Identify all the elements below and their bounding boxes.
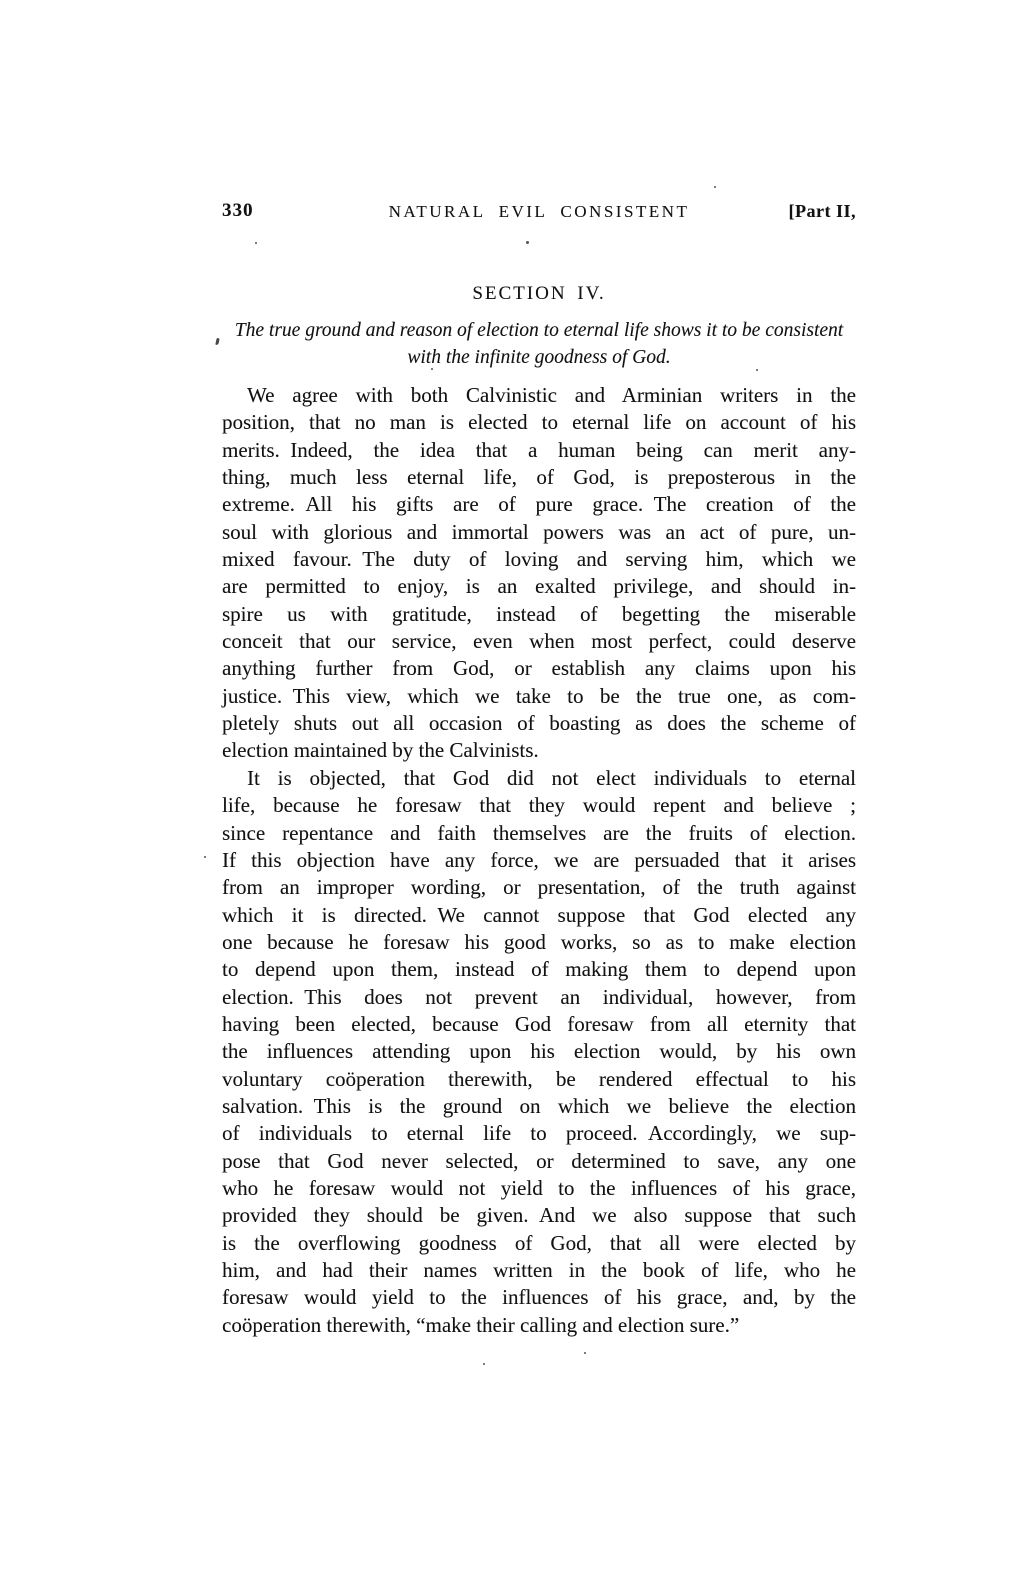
text-line: conceit that our service, even when most perfect, could deserve — [222, 629, 856, 654]
text-line: who he foresaw would not yield to the influences of his grace, — [222, 1175, 856, 1200]
scan-artifact-dot — [756, 369, 758, 371]
text-line: life, because he foresaw that they would repent and believe ; — [222, 793, 856, 818]
text-line: It is objected, that God did not elect individuals to eternal — [247, 765, 856, 790]
text-line: If this objection have any force, we are persuaded that it arises — [222, 847, 856, 872]
section-subtitle — [210, 317, 868, 371]
page-header — [222, 199, 856, 225]
text-line: thing, much less eternal life, of God, is preposterous in the — [222, 465, 856, 490]
scan-artifact-dot — [255, 242, 257, 244]
text-line: pletely shuts out all occasion of boasting as does the scheme of — [222, 711, 856, 736]
text-line: voluntary coöperation therewith, be rendered effectual to his — [222, 1066, 856, 1091]
text-line: spire us with gratitude, instead of begetting the miserable — [222, 601, 856, 626]
text-line: mixed favour. The duty of loving and serving him, which we — [222, 547, 856, 572]
text-line: coöperation therewith, “make their calling and election sure.” — [222, 1312, 740, 1337]
subtitle-line: with the infinite goodness of God. — [407, 347, 671, 368]
text-line: are permitted to enjoy, is an exalted privilege, and should in- — [222, 574, 856, 599]
section-heading: SECTION IV. — [472, 283, 606, 304]
paragraph — [222, 765, 856, 1339]
page-number: 330 — [222, 200, 254, 221]
subtitle-line: The true ground and reason of election to eternal life shows it to be consistent — [234, 320, 844, 341]
text-line: anything further from God, or establish any claims upon his — [222, 656, 856, 681]
scan-artifact-dot — [483, 1363, 485, 1365]
text-line: is the overflowing goodness of God, that all were elected by — [222, 1230, 856, 1255]
text-line: one because he foresaw his good works, so as to make election — [222, 929, 856, 954]
text-line: from an improper wording, or presentation, of the truth against — [222, 875, 856, 900]
text-line: position, that no man is elected to eternal life on account of his — [222, 410, 856, 435]
paragraph — [222, 382, 856, 765]
scan-artifact-dot — [714, 186, 716, 188]
text-line: merits. Indeed, the idea that a human being can merit any- — [222, 437, 856, 462]
text-line: provided they should be given. And we also suppose that such — [222, 1203, 856, 1228]
text-line: having been elected, because God foresaw from all eternity that — [222, 1011, 856, 1036]
running-title: NATURAL EVIL CONSISTENT — [388, 202, 690, 221]
scan-artifact-dot — [584, 1352, 586, 1354]
text-line: foresaw would yield to the influences of his grace, and, by the — [222, 1285, 856, 1310]
text-line: him, and had their names written in the book of life, who he — [222, 1258, 856, 1282]
part-label: [Part II, — [788, 201, 856, 221]
body-text — [222, 382, 856, 1339]
text-line: election maintained by the Calvinists. — [222, 738, 539, 763]
text-line: of individuals to eternal life to proceed. Accordingly, we sup- — [222, 1121, 856, 1146]
text-line: justice. This view, which we take to be the true one, as com- — [222, 683, 856, 708]
scan-artifact-dot — [431, 368, 433, 370]
text-line: extreme. All his gifts are of pure grace. The creation of the — [222, 492, 856, 517]
text-line: since repentance and faith themselves are the fruits of election. — [222, 820, 856, 845]
scan-artifact-dot — [526, 241, 529, 244]
text-line: soul with glorious and immortal powers was an act of pure, un- — [222, 519, 856, 544]
scan-artifact-dot — [204, 856, 206, 858]
text-line: election. This does not prevent an individual, however, from — [222, 984, 856, 1009]
text-line: to depend upon them, instead of making them to depend upon — [222, 957, 856, 982]
text-line: the influences attending upon his election would, by his own — [222, 1039, 856, 1064]
text-line: We agree with both Calvinistic and Arminian writers in the — [247, 383, 856, 407]
text-line: salvation. This is the ground on which we believe the election — [222, 1093, 856, 1118]
text-line: which it is directed. We cannot suppose that God elected any — [222, 902, 856, 927]
text-line: pose that God never selected, or determined to save, any one — [222, 1148, 856, 1173]
